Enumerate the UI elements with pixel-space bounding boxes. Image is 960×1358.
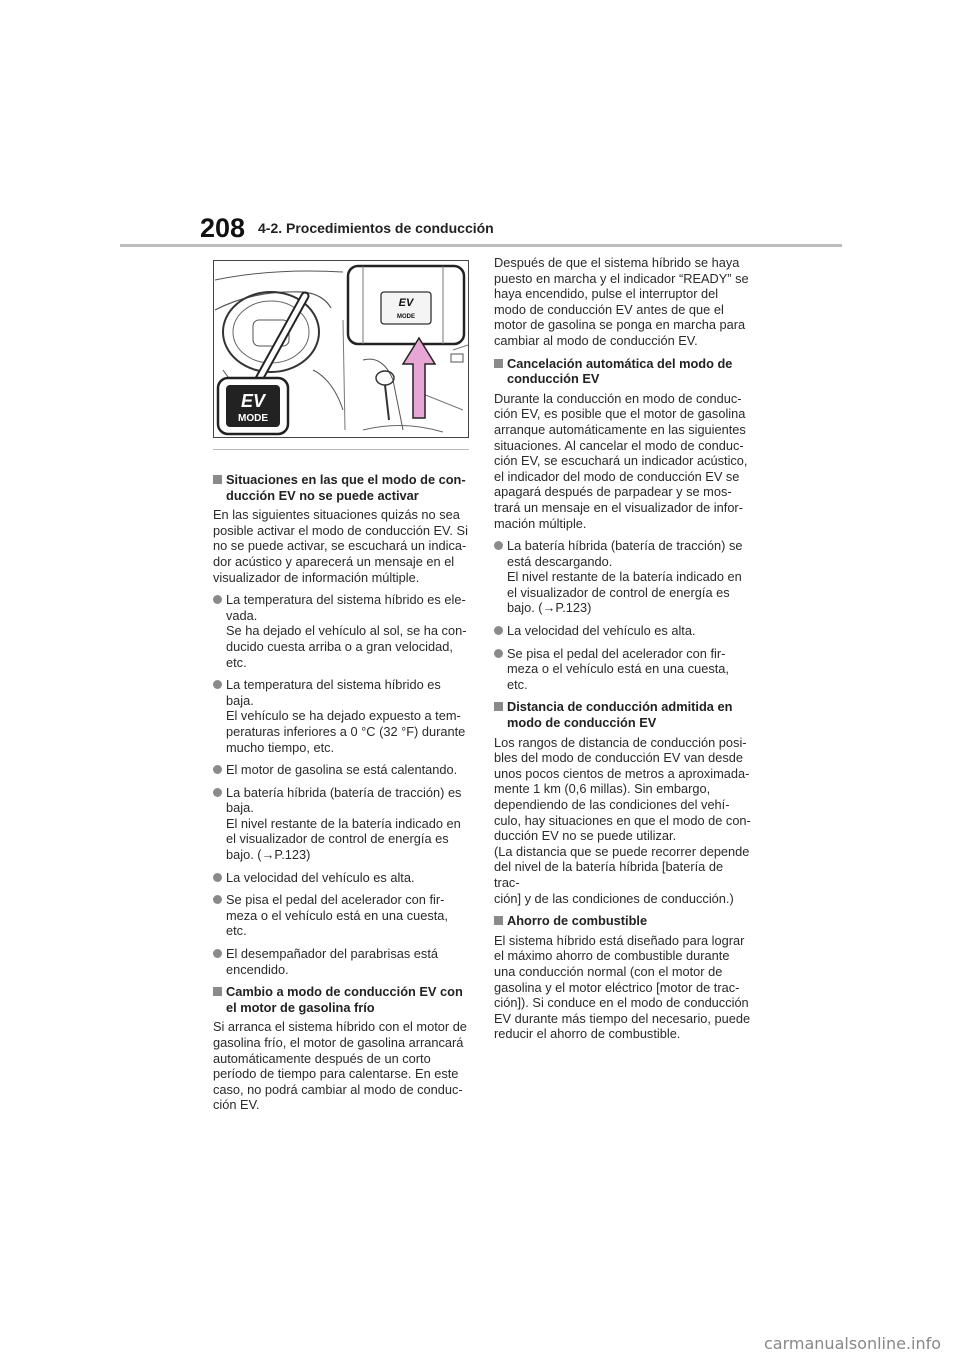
text-line: mucho tiempo, etc. bbox=[226, 739, 335, 755]
text-line: haya encendido, pulse el interruptor del bbox=[494, 286, 719, 302]
section-title: 4-2. Procedimientos de conducción bbox=[258, 220, 494, 236]
header-divider bbox=[120, 244, 842, 247]
text-line: Durante la conducción en modo de conduc- bbox=[494, 390, 742, 406]
page-reference[interactable]: bajo. (→P.123) bbox=[507, 600, 592, 616]
paragraph bbox=[494, 735, 751, 907]
text-line: Se ha dejado el vehículo al sol, se ha con- bbox=[226, 623, 467, 639]
text-line: el visualizador de control de energía es bbox=[226, 831, 449, 847]
heading-line: Cancelación automática del modo de bbox=[507, 355, 733, 371]
list-item bbox=[213, 677, 468, 755]
text-line: Se pisa el pedal del acelerador con fir- bbox=[507, 645, 726, 661]
circle-bullet-icon bbox=[213, 765, 222, 774]
right-column bbox=[494, 255, 751, 1049]
text-line: arranque automáticamente en las siguientes bbox=[494, 421, 746, 437]
list-item bbox=[213, 592, 468, 670]
text-line: ducido cuesta arriba o a gran velocidad, bbox=[226, 638, 453, 654]
circle-bullet-icon bbox=[494, 626, 503, 635]
heading-line: Situaciones en las que el modo de con- bbox=[226, 472, 466, 487]
heading-cold-engine bbox=[213, 984, 468, 1015]
zoom-ev-label: EV bbox=[398, 297, 414, 309]
text-line: En las siguientes situaciones quizás no sea bbox=[213, 507, 460, 523]
text-line: Los rangos de distancia de conducción posi- bbox=[494, 734, 747, 750]
text-line: ducción EV no se puede utilizar. bbox=[494, 828, 677, 844]
square-bullet-icon bbox=[213, 987, 222, 996]
text-line: ción EV. bbox=[213, 1097, 260, 1113]
text-line: ción EV, es posible que el motor de gasolina bbox=[494, 406, 746, 422]
text-line: situaciones. Al cancelar el modo de conduc- bbox=[494, 437, 744, 453]
text-line: peraturas inferiores a 0 °C (32 °F) durante bbox=[226, 723, 466, 739]
text-line: motor de gasolina se ponga en marcha para bbox=[494, 317, 746, 333]
list-item bbox=[213, 946, 468, 977]
text-line: meza o el vehículo está en una cuesta, bbox=[507, 661, 729, 677]
text-line: meza o el vehículo está en una cuesta, bbox=[226, 907, 448, 923]
heading-line: Cambio a modo de conducción EV con bbox=[226, 984, 463, 1000]
text-line: bles del modo de conducción EV van desde bbox=[494, 750, 743, 766]
text-line: La velocidad del vehículo es alta. bbox=[226, 869, 415, 885]
figure-divider bbox=[213, 449, 469, 450]
ev-mode-button-illustration bbox=[213, 260, 469, 438]
watermark-footer: carmanualsonline.info bbox=[764, 1334, 942, 1353]
text-line: gasolina frío, el motor de gasolina arrancará bbox=[213, 1035, 464, 1050]
heading-line: ducción EV no se puede activar bbox=[226, 487, 419, 503]
text-line: baja. bbox=[226, 692, 254, 708]
text-line: mación múltiple. bbox=[494, 515, 587, 531]
list-item bbox=[494, 538, 751, 616]
square-bullet-icon bbox=[494, 359, 503, 368]
text-line: gasolina y el motor eléctrico [motor de trac- bbox=[494, 979, 740, 995]
list-item bbox=[213, 892, 468, 939]
heading-ev-distance bbox=[494, 699, 751, 730]
circle-bullet-icon bbox=[494, 541, 503, 550]
text-line: período de tiempo para calentarse. En este bbox=[213, 1066, 459, 1082]
text-line: el visualizador de control de energía es bbox=[507, 584, 730, 600]
page-number: 208 bbox=[200, 213, 246, 243]
heading-fuel-economy bbox=[494, 913, 751, 929]
text-line: etc. bbox=[226, 923, 247, 939]
text-line: ción]). Si conduce en el modo de conducción bbox=[494, 995, 749, 1011]
text-line: baja. bbox=[226, 800, 254, 816]
text-line: El sistema híbrido está diseñado para lograr bbox=[494, 932, 745, 948]
heading-auto-cancel bbox=[494, 356, 751, 387]
heading-line: modo de conducción EV bbox=[507, 715, 657, 731]
paragraph bbox=[213, 1019, 468, 1113]
text-line: El vehículo se ha dejado expuesto a tem- bbox=[226, 708, 461, 724]
circle-bullet-icon bbox=[213, 595, 222, 604]
paragraph bbox=[494, 391, 751, 531]
circle-bullet-icon bbox=[213, 873, 222, 882]
text-line: está descargando. bbox=[507, 553, 613, 569]
heading-line: el motor de gasolina frío bbox=[226, 999, 375, 1015]
circle-bullet-icon bbox=[213, 895, 222, 904]
list-item bbox=[213, 762, 468, 778]
text-line: vada. bbox=[226, 607, 258, 623]
circle-bullet-icon bbox=[213, 949, 222, 958]
callout-mode-label: MODE bbox=[238, 413, 268, 424]
text-line: trará un mensaje en el visualizador de infor- bbox=[494, 499, 743, 515]
text-line: El nivel restante de la batería indicado en bbox=[226, 815, 461, 831]
callout-ev-label: EV bbox=[240, 391, 266, 411]
text-line: modo de conducción EV antes de que el bbox=[494, 301, 724, 317]
text-line: dor acústico y aparecerá un mensaje en el bbox=[213, 553, 455, 569]
list-item bbox=[213, 785, 468, 863]
list-item bbox=[213, 870, 468, 886]
text-line: del nivel de la batería híbrida [batería de trac- bbox=[494, 859, 724, 890]
text-line: no se puede activar, se escuchará un indica- bbox=[213, 538, 467, 554]
text-line: reducir el ahorro de combustible. bbox=[494, 1026, 681, 1042]
circle-bullet-icon bbox=[494, 649, 503, 658]
text-line: La batería híbrida (batería de tracción) es bbox=[226, 784, 462, 800]
text-line: Después de que el sistema híbrido se haya bbox=[494, 255, 740, 270]
circle-bullet-icon bbox=[213, 680, 222, 689]
square-bullet-icon bbox=[213, 475, 222, 484]
text-line: La batería híbrida (batería de tracción) se bbox=[507, 538, 743, 554]
text-line: (La distancia que se puede recorrer depende bbox=[494, 843, 750, 859]
text-line: ción EV, se escuchará un indicador acústico, bbox=[494, 453, 748, 469]
square-bullet-icon bbox=[494, 702, 503, 711]
text-line: El motor de gasolina se está calentando. bbox=[226, 762, 458, 778]
text-line: La temperatura del sistema híbrido es bbox=[226, 677, 441, 693]
heading-line: Ahorro de combustible bbox=[507, 913, 648, 929]
list-item bbox=[494, 646, 751, 693]
text-line: el máximo ahorro de combustible durante bbox=[494, 948, 730, 964]
text-line: etc. bbox=[226, 654, 247, 670]
text-line: apagará después de parpadear y se mos- bbox=[494, 484, 732, 500]
text-line: automáticamente después de un corto bbox=[213, 1050, 431, 1066]
left-column bbox=[213, 472, 468, 1120]
text-line: La temperatura del sistema híbrido es ele- bbox=[226, 592, 466, 608]
text-line: mente 1 km (0,6 millas). Sin embargo, bbox=[494, 781, 711, 797]
list-item bbox=[494, 623, 751, 639]
text-line: ción] y de las condiciones de conducción.) bbox=[494, 890, 734, 906]
text-line: unos pocos cientos de metros a aproximada- bbox=[494, 765, 750, 781]
page-reference[interactable]: bajo. (→P.123) bbox=[226, 847, 311, 863]
heading-ev-not-activatable bbox=[213, 472, 468, 503]
text-line: La velocidad del vehículo es alta. bbox=[507, 623, 696, 639]
text-line: caso, no podrá cambiar al modo de conduc- bbox=[213, 1081, 463, 1097]
text-line: cambiar al modo de conducción EV. bbox=[494, 332, 698, 348]
text-line: encendido. bbox=[226, 961, 289, 977]
text-line: etc. bbox=[507, 676, 528, 692]
heading-line: conducción EV bbox=[507, 371, 600, 387]
paragraph bbox=[494, 933, 751, 1042]
paragraph bbox=[213, 507, 468, 585]
zoom-mode-label: MODE bbox=[397, 314, 415, 320]
text-line: posible activar el modo de conducción EV. Si bbox=[213, 522, 468, 538]
text-line: una conducción normal (con el motor de bbox=[494, 963, 723, 979]
text-line: El desempañador del parabrisas está bbox=[226, 946, 438, 962]
text-line: EV durante más tiempo del necesario, puede bbox=[494, 1010, 751, 1026]
text-line: visualizador de información múltiple. bbox=[213, 569, 420, 585]
text-line: dependiendo de las condiciones del vehí- bbox=[494, 797, 730, 812]
text-line: Se pisa el pedal del acelerador con fir- bbox=[226, 892, 445, 908]
paragraph bbox=[494, 255, 751, 349]
circle-bullet-icon bbox=[213, 788, 222, 797]
heading-line: Distancia de conducción admitida en bbox=[507, 699, 733, 715]
square-bullet-icon bbox=[494, 916, 503, 925]
text-line: puesto en marcha y el indicador “READY” se bbox=[494, 270, 749, 286]
text-line: El nivel restante de la batería indicado en bbox=[507, 569, 742, 585]
text-line: culo, hay situaciones en que el modo de con- bbox=[494, 812, 751, 828]
text-line: Si arranca el sistema híbrido con el motor de bbox=[213, 1019, 467, 1035]
text-line: el indicador del modo de conducción EV se bbox=[494, 468, 740, 484]
